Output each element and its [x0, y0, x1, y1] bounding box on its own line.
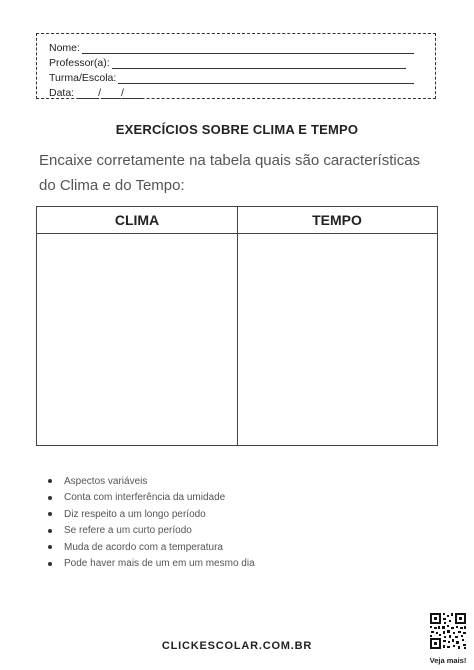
- clima-answer-cell[interactable]: [37, 234, 237, 445]
- column-header-tempo: TEMPO: [312, 212, 362, 228]
- bullet-icon: [48, 512, 52, 516]
- list-item-text: Aspectos variáveis: [64, 475, 148, 487]
- list-item-text: Diz respeito a um longo período: [64, 508, 206, 520]
- name-label: Nome:: [49, 42, 80, 54]
- qr-caption: Veja mais!: [429, 656, 467, 665]
- bullet-icon: [48, 496, 52, 500]
- list-item-text: Pode haver mais de um em um mesmo dia: [64, 558, 255, 570]
- list-item: [48, 539, 255, 556]
- qr-code-icon[interactable]: [429, 612, 467, 650]
- date-month-line[interactable]: [101, 87, 121, 99]
- instruction-text: Encaixe corretamente na tabela quais são características do Clima e do Tempo:: [39, 152, 421, 194]
- class-school-field[interactable]: [49, 69, 435, 84]
- name-field[interactable]: [49, 39, 435, 54]
- teacher-field[interactable]: [49, 54, 435, 69]
- teacher-label: Professor(a):: [49, 57, 110, 69]
- list-item: [48, 523, 255, 540]
- page-title: EXERCÍCIOS SOBRE CLIMA E TEMPO: [115, 122, 359, 137]
- date-separator-2: /: [121, 87, 124, 99]
- footer-website[interactable]: CLICKESCOLAR.COM.BR: [161, 640, 313, 652]
- bullet-icon: [48, 479, 52, 483]
- list-item: [48, 490, 255, 507]
- class-school-label: Turma/Escola:: [49, 72, 117, 84]
- list-item-text: Se refere a um curto período: [64, 525, 192, 537]
- date-separator-1: /: [98, 87, 102, 99]
- list-item-text: Muda de acordo com a temperatura: [64, 541, 223, 553]
- date-field[interactable]: [49, 84, 435, 99]
- date-year-line[interactable]: [124, 87, 144, 99]
- list-item: [48, 556, 255, 573]
- list-item: [48, 506, 255, 523]
- name-line[interactable]: [82, 42, 414, 54]
- bullet-icon: [48, 562, 52, 566]
- list-item: [48, 473, 255, 490]
- class-school-line[interactable]: [118, 72, 414, 84]
- classification-table: [36, 206, 438, 446]
- student-info-box: [36, 33, 436, 99]
- bullet-icon: [48, 529, 52, 533]
- date-day-line[interactable]: [78, 87, 98, 99]
- list-item-text: Conta com interferência da umidade: [64, 492, 226, 504]
- bullet-icon: [48, 545, 52, 549]
- teacher-line[interactable]: [112, 57, 406, 69]
- tempo-answer-cell[interactable]: [238, 234, 437, 445]
- characteristics-list: [48, 473, 255, 572]
- date-label: Data:: [49, 87, 75, 99]
- column-header-clima: CLIMA: [114, 212, 160, 228]
